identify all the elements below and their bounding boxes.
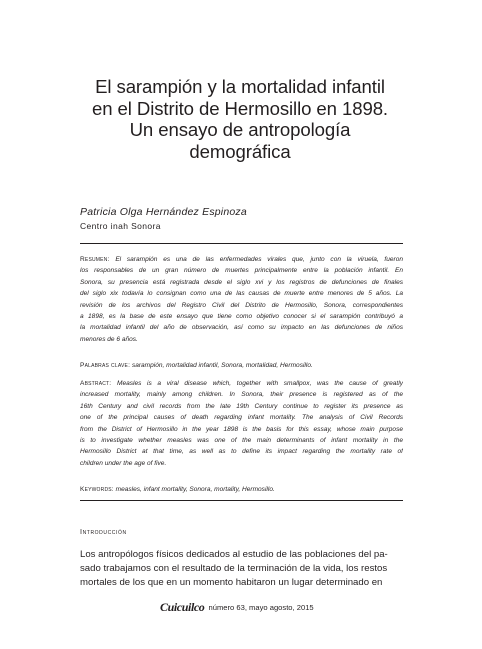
keywords-block <box>80 484 403 495</box>
title-line: demográfica <box>189 140 291 162</box>
title-line: El sarampión y la mortalidad infantil <box>95 76 385 97</box>
palabras-clave-text: sarampión, mortalidad infantil, Sonora, mortalidad, Hermosillo. <box>131 362 313 369</box>
section-heading: Introducción <box>80 527 127 536</box>
journal-logo: Cuicuilco <box>160 600 205 614</box>
abstract-line: is to investigate whether measles was one of the main determinants of infant mortality in the <box>80 437 403 445</box>
resumen-line: del siglo xix todavía lo consignan como una de las causas de muerte entre menores de 5 años. La <box>80 290 403 298</box>
author-name: Patricia Olga Hernández Espinoza <box>80 206 247 218</box>
resumen-block <box>80 254 403 345</box>
divider-top <box>80 243 403 244</box>
issue-info: número 63, mayo agosto, 2015 <box>208 603 314 612</box>
abstract-line: increased mortality, mainly among children. In Sonora, their presence is registered as of the <box>80 391 403 399</box>
body-line: sado trabajamos con el resultado de la terminación de la vida, los restos <box>80 563 388 575</box>
divider-bottom <box>80 500 403 501</box>
resumen-line: menores de 6 años. <box>80 335 138 343</box>
page-footer <box>160 600 314 615</box>
abstract-line: 16th Century and civil records from the late 19th Century continue to register its presence as <box>80 402 403 410</box>
keywords-line <box>80 484 403 495</box>
resumen-line: revisión de los archivos del Registro Civil del Distrito de Hermosillo, Sonora, correspondientes <box>80 301 403 309</box>
palabras-clave-line <box>80 360 403 371</box>
palabras-clave-label: Palabras clave: <box>80 362 131 369</box>
abstract-line: children under the age of five. <box>80 459 167 467</box>
resumen-line: Sonora, su presencia está registrada desde el siglo xvi y los registros de defunciones de finales <box>80 278 403 286</box>
resumen-line: a 1898, es la base de este ensayo que tiene como objetivo conocer si el sarampión contribuyó a <box>80 313 403 321</box>
resumen-label: Resumen: <box>80 256 110 263</box>
abstract-block <box>80 378 403 469</box>
resumen-line: Resumen: El sarampión es una de las enfermedades virales que, junto con la viruela, fueron <box>80 256 403 263</box>
keywords-label: Keywords: <box>80 486 114 493</box>
title-line: en el Distrito de Hermosillo en 1898. <box>91 97 388 119</box>
abstract-line: from the District of Hermosillo in the year 1898 is the basis for this essay, whose main purpose <box>80 425 403 433</box>
title-line: Un ensayo de antropología <box>129 119 351 140</box>
palabras-clave-block <box>80 360 403 371</box>
keywords-text: measles, infant mortality, Sonora, mortality, Hermosillo. <box>115 486 275 493</box>
author-affiliation: Centro inah Sonora <box>80 221 161 231</box>
abstract-line: Abstract: Measles is a viral disease which, together with smallpox, was the cause of greatly <box>80 380 403 387</box>
body-text <box>80 548 410 591</box>
abstract-line: Hermosillo District at that time, as well as to define its impact regarding the mortality rate of <box>80 448 403 456</box>
abstract-line: one of the principal causes of death regarding infant mortality. The analysis of Civil Records <box>80 414 403 422</box>
article-title <box>60 76 420 162</box>
resumen-line: la mortalidad infantil del año de observación, así como su impacto en las defunciones de niños <box>80 324 403 332</box>
body-line: mortales de los que en un momento habitaron un lugar determinado en <box>80 577 383 589</box>
body-line: Los antropólogos físicos dedicados al estudio de las poblaciones del pa- <box>80 549 388 560</box>
abstract-label: Abstract: <box>80 380 112 387</box>
resumen-line: los responsables de un gran número de muertes principalmente entre la población infantil. En <box>80 267 403 275</box>
